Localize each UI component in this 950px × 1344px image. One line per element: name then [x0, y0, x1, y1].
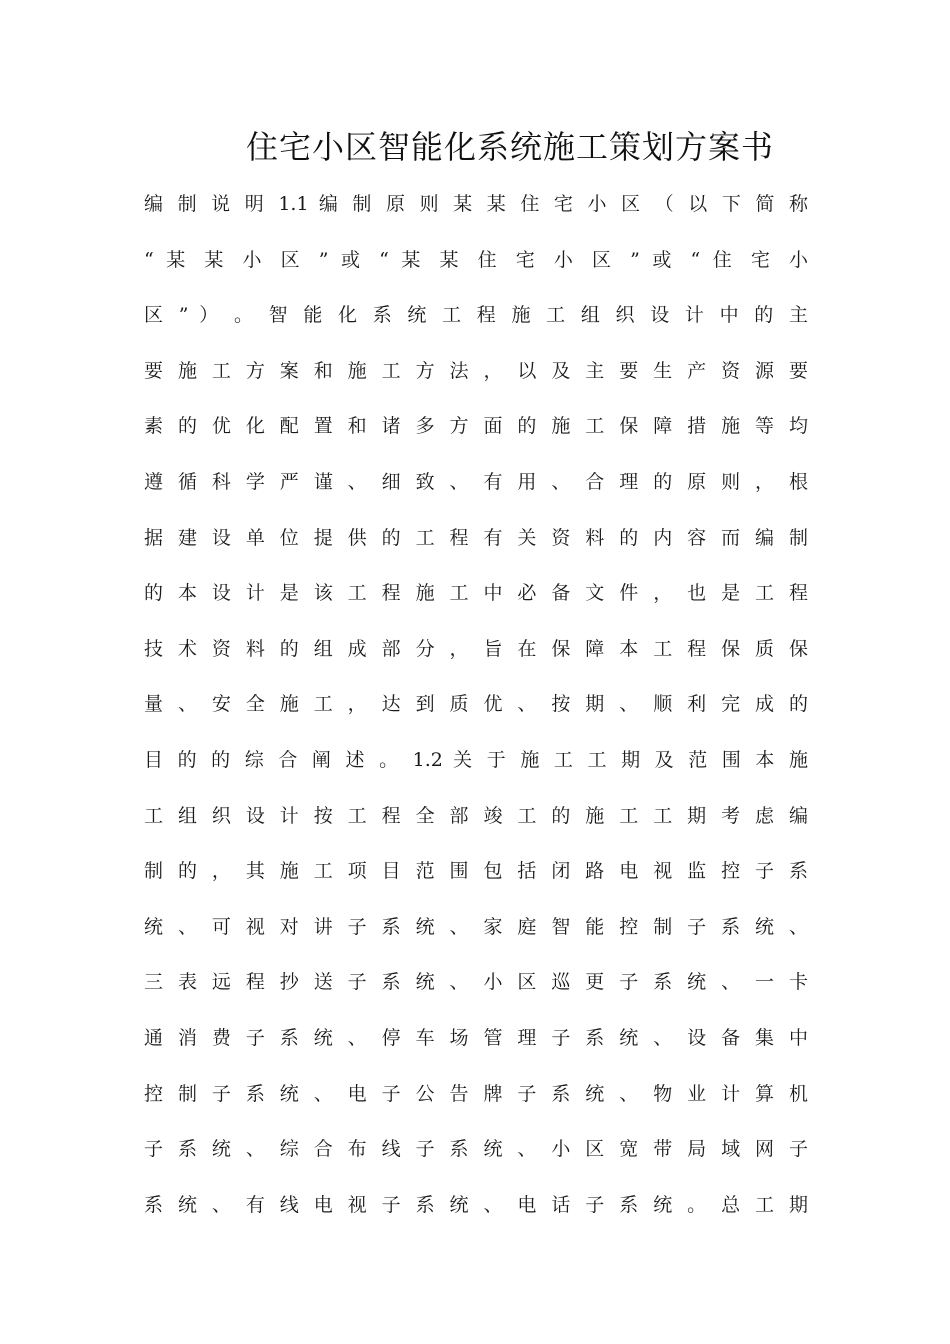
body-line: 技 术 资 料 的 组 成 部 分 ， 旨 在 保 障 本 工 程 保 质 保 [144, 637, 808, 660]
body-line: 编 制 说 明 1.1 编 制 原 则 某 某 住 宅 小 区 （ 以 下 简 称 [144, 193, 808, 215]
body-line: 区 ” ） 。 智 能 化 系 统 工 程 施 工 组 织 设 计 中 的 主 [144, 304, 808, 327]
body-line: 据 建 设 单 位 提 供 的 工 程 有 关 资 料 的 内 容 而 编 制 [144, 526, 808, 549]
body-line: 统 、 可 视 对 讲 子 系 统 、 家 庭 智 能 控 制 子 系 统 、 [144, 915, 808, 938]
body-line: 量 、 安 全 施 工 ， 达 到 质 优 、 按 期 、 顺 利 完 成 的 [144, 693, 808, 716]
body-line: 制 的 ， 其 施 工 项 目 范 围 包 括 闭 路 电 视 监 控 子 系 [144, 860, 808, 883]
body-line: 子 系 统 、 综 合 布 线 子 系 统 、 小 区 宽 带 局 域 网 子 [144, 1138, 808, 1161]
body-line: 三 表 远 程 抄 送 子 系 统 、 小 区 巡 更 子 系 统 、 一 卡 [144, 971, 808, 994]
body-line: 控 制 子 系 统 、 电 子 公 告 牌 子 系 统 、 物 业 计 算 机 [144, 1082, 808, 1105]
body-line: 通 消 费 子 系 统 、 停 车 场 管 理 子 系 统 、 设 备 集 中 [144, 1026, 808, 1049]
body-line: 要 施 工 方 案 和 施 工 方 法 ， 以 及 主 要 生 产 资 源 要 [144, 359, 808, 382]
document-body [144, 177, 808, 1233]
body-line: 工 组 织 设 计 按 工 程 全 部 竣 工 的 施 工 工 期 考 虑 编 [144, 804, 808, 827]
body-line: 素 的 优 化 配 置 和 诸 多 方 面 的 施 工 保 障 措 施 等 均 [144, 415, 808, 438]
body-line: 遵 循 科 学 严 谨 、 细 致 、 有 用 、 合 理 的 原 则 ， 根 [144, 470, 808, 493]
document-title: 住宅小区智能化系统施工策划方案书 [245, 128, 774, 166]
body-line: “ 某 某 小 区 ” 或 “ 某 某 住 宅 小 区 ” 或 “ 住 宅 小 [144, 248, 808, 271]
body-line: 目 的 的 综 合 阐 述 。 1.2 关 于 施 工 工 期 及 范 围 本 施 [144, 748, 808, 771]
body-line: 的 本 设 计 是 该 工 程 施 工 中 必 备 文 件 ， 也 是 工 程 [144, 582, 808, 605]
body-line: 系 统 、 有 线 电 视 子 系 统 、 电 话 子 系 统 。 总 工 期 [144, 1193, 808, 1216]
